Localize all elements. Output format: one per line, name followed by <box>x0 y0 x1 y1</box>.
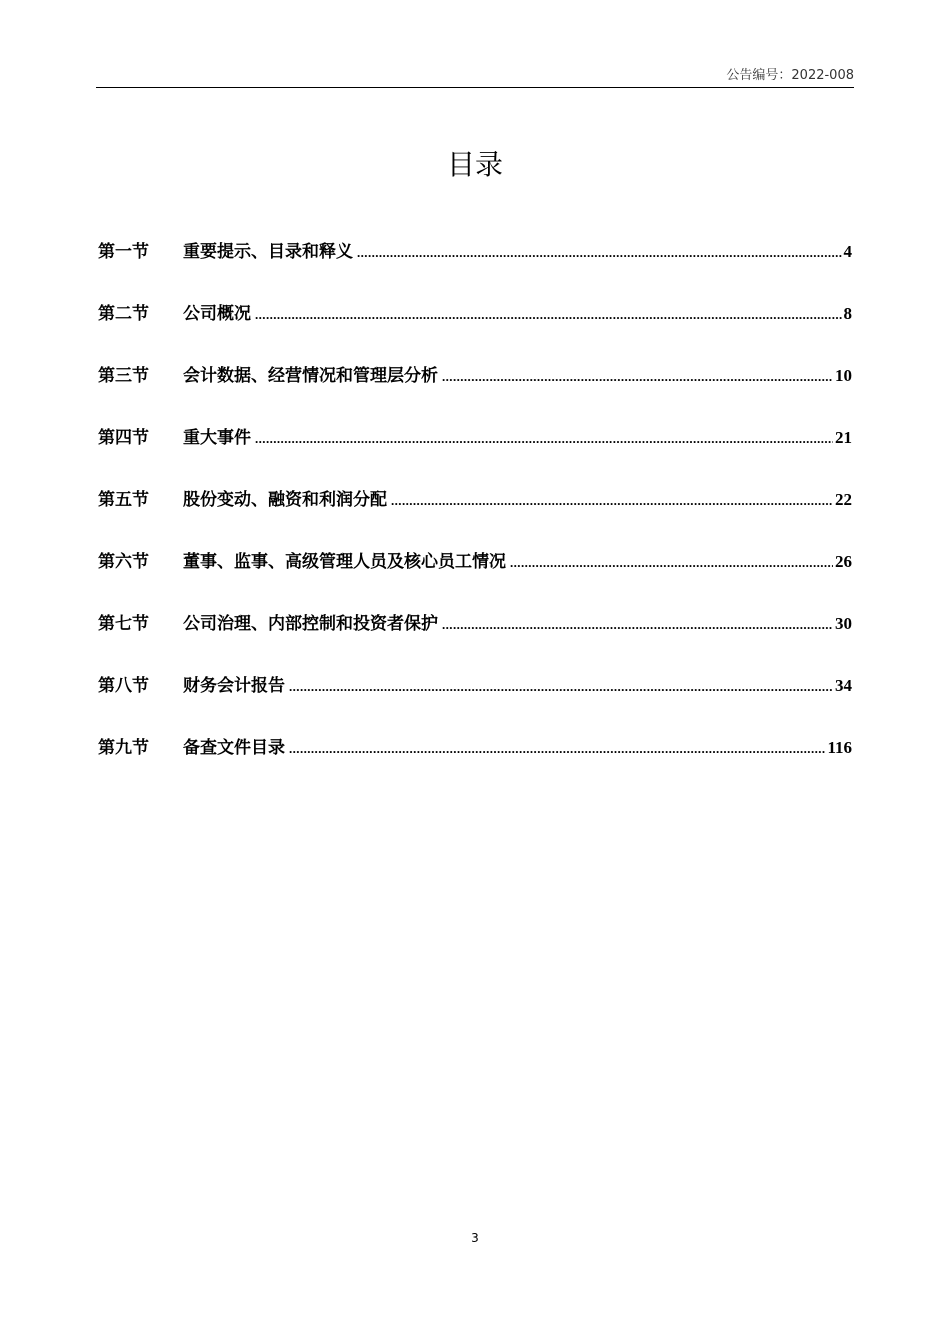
toc-page-number: 8 <box>843 304 852 323</box>
page-number: 3 <box>471 1231 479 1245</box>
toc-dot-leader <box>255 299 842 331</box>
toc-dot-leader <box>442 609 833 641</box>
toc-page-number: 22 <box>835 490 852 509</box>
toc-section-number: 第八节 <box>98 676 149 696</box>
toc-section-title: 公司概况 <box>183 304 251 324</box>
toc-section-title: 会计数据、经营情况和管理层分析 <box>183 366 438 386</box>
toc-entry[interactable] <box>98 360 852 422</box>
toc-entry[interactable] <box>98 484 852 546</box>
toc-section-title: 重要提示、目录和释义 <box>183 242 353 262</box>
table-of-contents <box>98 236 852 794</box>
toc-page-number: 30 <box>835 614 852 633</box>
toc-page-number: 116 <box>827 738 852 757</box>
toc-section-title: 股份变动、融资和利润分配 <box>183 490 387 510</box>
toc-section-number: 第五节 <box>98 490 149 510</box>
toc-page-number: 21 <box>835 428 852 447</box>
toc-dot-leader <box>442 361 833 393</box>
page-header <box>96 66 854 88</box>
toc-section-number: 第二节 <box>98 304 149 324</box>
toc-entry[interactable] <box>98 236 852 298</box>
toc-dot-leader <box>391 485 833 517</box>
toc-section-title: 财务会计报告 <box>183 676 285 696</box>
toc-entry[interactable] <box>98 298 852 360</box>
toc-section-number: 第七节 <box>98 614 149 634</box>
toc-section-number: 第一节 <box>98 242 149 262</box>
toc-section-title: 董事、监事、高级管理人员及核心员工情况 <box>183 552 506 572</box>
toc-entry[interactable] <box>98 546 852 608</box>
toc-page-number: 10 <box>835 366 852 385</box>
toc-section-number: 第三节 <box>98 366 149 386</box>
toc-page-number: 4 <box>843 242 852 261</box>
toc-entry[interactable] <box>98 422 852 484</box>
toc-page-number: 34 <box>835 676 852 695</box>
announcement-number: 公告编号：2022-008 <box>726 68 854 83</box>
toc-section-title: 重大事件 <box>183 428 251 448</box>
toc-entry[interactable] <box>98 732 852 794</box>
toc-section-title: 公司治理、内部控制和投资者保护 <box>183 614 438 634</box>
toc-dot-leader <box>510 547 833 579</box>
toc-entry[interactable] <box>98 608 852 670</box>
toc-section-number: 第六节 <box>98 552 149 572</box>
toc-dot-leader <box>255 423 833 455</box>
toc-dot-leader <box>289 733 825 765</box>
toc-dot-leader <box>357 237 842 269</box>
toc-section-title: 备查文件目录 <box>183 738 285 758</box>
toc-section-number: 第四节 <box>98 428 149 448</box>
toc-entry[interactable] <box>98 670 852 732</box>
toc-page-number: 26 <box>835 552 852 571</box>
toc-section-number: 第九节 <box>98 738 149 758</box>
toc-dot-leader <box>289 671 833 703</box>
page-title: 目录 <box>446 148 503 181</box>
